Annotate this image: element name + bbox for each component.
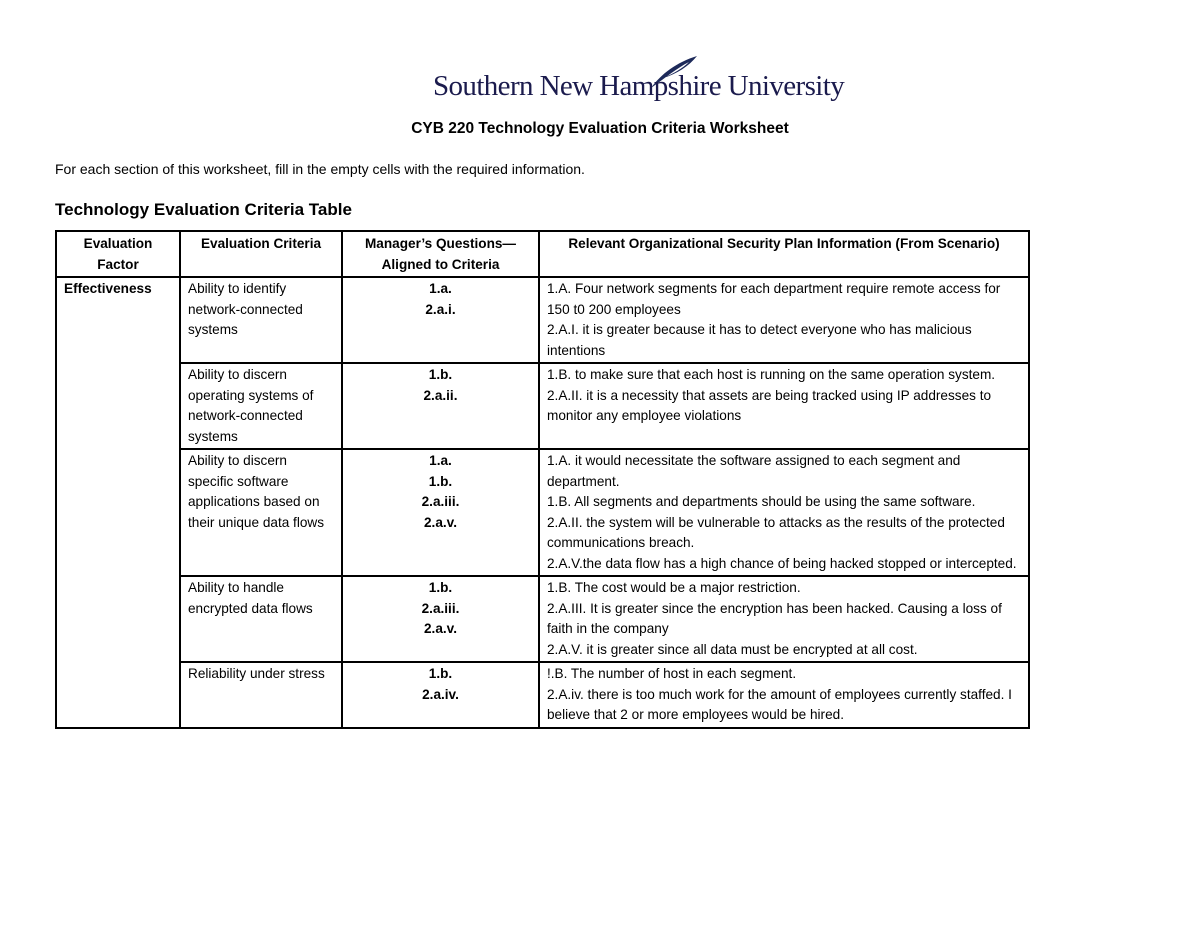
document-title: CYB 220 Technology Evaluation Criteria Worksheet xyxy=(411,120,789,137)
question-ref: 1.b. xyxy=(428,580,453,595)
question-ref: 2.a.iii. xyxy=(421,494,460,509)
question-ref: 2.a.v. xyxy=(423,621,457,636)
table-row xyxy=(56,576,1029,662)
plan-info-line: 2.A.V. it is greater since all data must be encrypted at all cost. xyxy=(547,641,918,657)
evaluation-factor-cell: Effectiveness xyxy=(56,277,180,728)
plan-info-line: 2.A.II. it is a necessity that assets are being tracked using IP addresses to monitor any employee violations xyxy=(547,387,992,423)
plan-info-line: 2.A.I. it is greater because it has to detect everyone who has malicious intentions xyxy=(547,322,972,358)
question-ref: 1.a. xyxy=(429,453,452,468)
column-header-factor: Evaluation Factor xyxy=(56,231,180,277)
plan-info-line: 1.A. Four network segments for each department require remote access for 150 t0 200 employees xyxy=(547,281,1001,317)
column-header-questions: Manager’s Questions—Aligned to Criteria xyxy=(342,231,539,277)
plan-info-line: 1.B. The cost would be a major restriction. xyxy=(547,580,801,595)
question-ref: 1.b. xyxy=(428,473,453,489)
plan-info-cell xyxy=(539,277,1029,363)
table-row xyxy=(56,363,1029,449)
section-heading: Technology Evaluation Criteria Table xyxy=(55,200,352,219)
table-row xyxy=(56,449,1029,576)
criteria-cell: Ability to handle encrypted data flows xyxy=(180,576,342,662)
criteria-cell: Ability to discern operating systems of network-connected systems xyxy=(180,363,342,449)
column-header-criteria: Evaluation Criteria xyxy=(180,231,342,277)
plan-info-cell xyxy=(539,449,1029,576)
plan-info-line: 2.A.II. the system will be vulnerable to attacks as the results of the protected communications breach. xyxy=(547,514,1005,550)
logo-wordmark: Southern New Hampshire University xyxy=(433,70,845,102)
criteria-cell: Reliability under stress xyxy=(180,662,342,728)
question-ref: 2.a.iv. xyxy=(422,686,459,702)
plan-info-cell xyxy=(539,576,1029,662)
table-row xyxy=(56,662,1029,728)
plan-info-line: 1.B. to make sure that each host is running on the same operation system. xyxy=(547,367,996,382)
plan-info-line: 1.B. All segments and departments should be using the same software. xyxy=(547,494,976,509)
table-header-row xyxy=(56,231,1029,277)
criteria-cell: Ability to identify network-connected systems xyxy=(180,277,342,363)
question-ref: 1.b. xyxy=(428,666,453,681)
question-ref: 2.a.v. xyxy=(423,514,457,530)
university-logo xyxy=(433,52,845,106)
question-ref: 1.b. xyxy=(428,367,453,382)
questions-cell xyxy=(342,277,539,363)
question-ref: 2.a.ii. xyxy=(423,387,458,403)
plan-info-line: 2.A.iv. there is too much work for the amount of employees currently staffed. I believe that 2 or more employees would be hired. xyxy=(547,686,1012,722)
questions-cell xyxy=(342,662,539,728)
questions-cell xyxy=(342,576,539,662)
instructions-text: For each section of this worksheet, fill in the empty cells with the required information. xyxy=(55,161,585,177)
question-ref: 2.a.iii. xyxy=(421,600,460,616)
plan-info-cell xyxy=(539,363,1029,449)
question-ref: 2.a.i. xyxy=(425,301,456,317)
plan-info-cell xyxy=(539,662,1029,728)
plan-info-line: 1.A. it would necessitate the software assigned to each segment and department. xyxy=(547,453,961,489)
table-row xyxy=(56,277,1029,363)
plan-info-line: 2.A.V.the data flow has a high chance of being hacked stopped or intercepted. xyxy=(547,555,1017,571)
evaluation-criteria-table xyxy=(55,230,1030,729)
column-header-plan-info: Relevant Organizational Security Plan Information (From Scenario) xyxy=(539,231,1029,277)
plan-info-line: !.B. The number of host in each segment. xyxy=(547,666,797,681)
question-ref: 1.a. xyxy=(429,281,452,296)
questions-cell xyxy=(342,449,539,576)
questions-cell xyxy=(342,363,539,449)
plan-info-line: 2.A.III. It is greater since the encryption has been hacked. Causing a loss of faith in the company xyxy=(547,600,1002,636)
criteria-cell: Ability to discern specific software applications based on their unique data flows xyxy=(180,449,342,576)
